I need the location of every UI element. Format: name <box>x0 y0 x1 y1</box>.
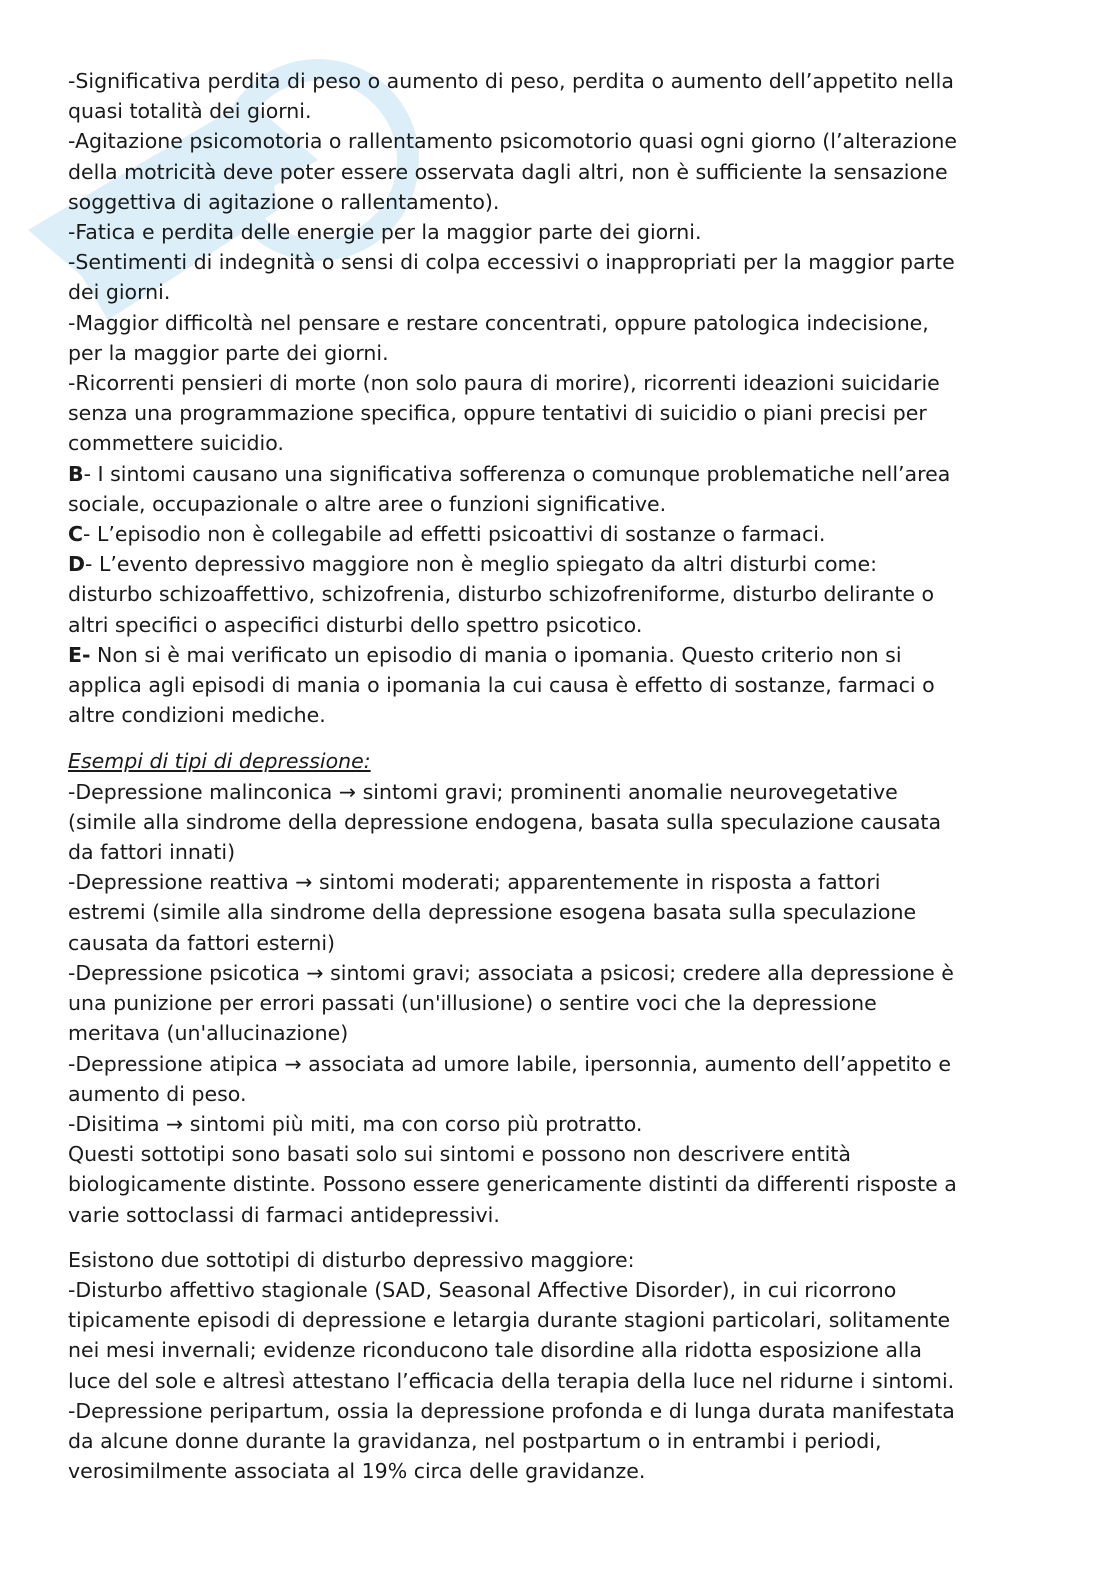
text-line: da fattori innati) <box>68 840 236 865</box>
text-line: della motricità deve poter essere osservata dagli altri, non è sufficiente la sensazione <box>68 159 948 184</box>
text-line: luce del sole e altresì attestano l’efficacia della terapia della luce nel ridurne i sintomi. <box>68 1368 955 1393</box>
criterion-b <box>68 459 1058 519</box>
text-line: soggettiva di agitazione o rallentamento). <box>68 189 500 214</box>
text-line: da alcune donne durante la gravidanza, nel postpartum o in entrambi i periodi, <box>68 1428 882 1453</box>
text-line: -Ricorrenti pensieri di morte (non solo paura di morire), ricorrenti ideazioni suicidarie <box>68 371 940 396</box>
text-line: -Agitazione psicomotoria o rallentamento psicomotorio quasi ogni giorno (l’alterazione <box>68 129 957 154</box>
criterion-text: - L’episodio non è collegabile ad effetti psicoattivi di sostanze o farmaci. <box>83 522 826 547</box>
criterion-d <box>68 549 1058 640</box>
text-line: applica agli episodi di mania o ipomania la cui causa è effetto di sostanze, farmaci o <box>68 673 935 698</box>
text-line: dei giorni. <box>68 280 171 305</box>
text-line: estremi (simile alla sindrome della depressione esogena basata sulla speculazione <box>68 900 917 925</box>
subtypes-section <box>68 1245 1058 1487</box>
criterion-letter: D <box>68 552 86 577</box>
text-line: -Depressione malinconica → sintomi gravi; prominenti anomalie neurovegetative <box>68 779 898 804</box>
text-line <box>68 640 1058 670</box>
criterion-text: - L’evento depressivo maggiore non è meglio spiegato da altri disturbi come: <box>85 552 877 577</box>
text-line: senza una programmazione specifica, oppure tentativi di suicidio o piani precisi per <box>68 401 927 426</box>
text-line: altri specifici o aspecifici disturbi dello spettro psicotico. <box>68 612 643 637</box>
text-line: per la maggior parte dei giorni. <box>68 340 389 365</box>
text-line: varie sottoclassi di farmaci antidepressivi. <box>68 1202 500 1227</box>
examples-section <box>68 746 1058 1229</box>
text-line: -Depressione peripartum, ossia la depressione profonda e di lunga durata manifestata <box>68 1398 955 1423</box>
document-page <box>68 66 1058 1486</box>
text-line: causata da fattori esterni) <box>68 930 336 955</box>
text-line <box>68 519 1058 549</box>
text-line: -Sentimenti di indegnità o sensi di colpa eccessivi o inappropriati per la maggior parte <box>68 250 955 275</box>
text-line: Questi sottotipi sono basati solo sui sintomi e possono non descrivere entità <box>68 1142 851 1167</box>
text-line: una punizione per errori passati (un'illusione) o sentire voci che la depressione <box>68 991 877 1016</box>
criterion-text: Non si è mai verificato un episodio di mania o ipomania. Questo criterio non si <box>90 642 902 667</box>
text-line: sociale, occupazionale o altre aree o funzioni significative. <box>68 491 667 516</box>
text-line: -Depressione atipica → associata ad umore labile, ipersonnia, aumento dell’appetito e <box>68 1051 951 1076</box>
text-line: (simile alla sindrome della depressione endogena, basata sulla speculazione causata <box>68 809 942 834</box>
text-line: aumento di peso. <box>68 1081 247 1106</box>
criterion-letter: B <box>68 461 84 486</box>
criterion-letter: E- <box>68 642 91 667</box>
text-line: -Disturbo affettivo stagionale (SAD, Seasonal Affective Disorder), in cui ricorrono <box>68 1277 897 1302</box>
text-line: -Depressione psicotica → sintomi gravi; associata a psicosi; credere alla depressione è <box>68 960 954 985</box>
text-line: biologicamente distinte. Possono essere genericamente distinti da differenti risposte a <box>68 1172 957 1197</box>
text-line: meritava (un'allucinazione) <box>68 1021 349 1046</box>
criterion-text: - I sintomi causano una significativa sofferenza o comunque problematiche nell’area <box>83 461 951 486</box>
criterion-c <box>68 519 1058 549</box>
text-line: nei mesi invernali; evidenze riconducono tale disordine alla ridotta esposizione alla <box>68 1338 922 1363</box>
text-line: -Fatica e perdita delle energie per la maggior parte dei giorni. <box>68 220 702 245</box>
criteria-continued-block <box>68 66 1058 459</box>
text-line: commettere suicidio. <box>68 431 284 456</box>
criterion-letter: C <box>68 522 84 547</box>
text-line: altre condizioni mediche. <box>68 703 326 728</box>
text-line: verosimilmente associata al 19% circa delle gravidanze. <box>68 1459 646 1484</box>
text-line: quasi totalità dei giorni. <box>68 99 312 124</box>
text-line: disturbo schizoaffettivo, schizofrenia, disturbo schizofreniforme, disturbo delirante o <box>68 582 935 607</box>
text-line: Esistono due sottotipi di disturbo depressivo maggiore: <box>68 1247 635 1272</box>
text-line: -Maggior difficoltà nel pensare e restare concentrati, oppure patologica indecisione, <box>68 310 929 335</box>
text-line <box>68 459 1058 489</box>
text-line <box>68 549 1058 579</box>
text-line: -Depressione reattiva → sintomi moderati; apparentemente in risposta a fattori <box>68 870 881 895</box>
examples-heading: Esempi di tipi di depressione: <box>68 749 371 774</box>
text-line: -Disitima → sintomi più miti, ma con corso più protratto. <box>68 1111 643 1136</box>
text-line: -Significativa perdita di peso o aumento di peso, perdita o aumento dell’appetito nella <box>68 69 954 93</box>
text-line: tipicamente episodi di depressione e letargia durante stagioni particolari, solitamente <box>68 1308 951 1333</box>
criterion-e <box>68 640 1058 731</box>
